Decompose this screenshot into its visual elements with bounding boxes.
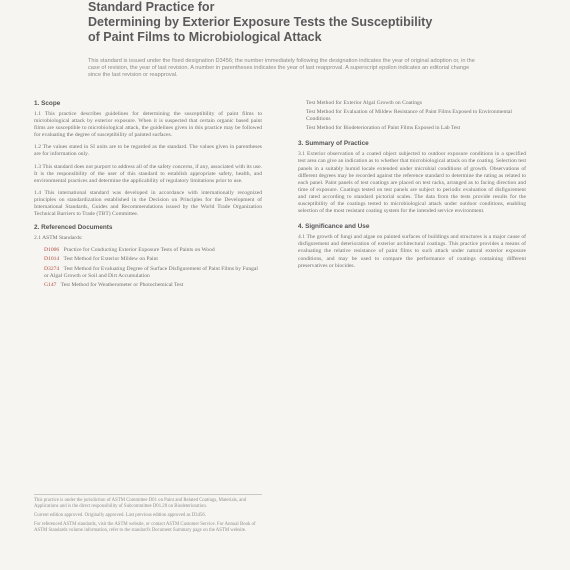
reference-item[interactable] xyxy=(44,282,262,289)
footnotes xyxy=(34,494,262,537)
title-line: Standard Practice for xyxy=(88,0,215,14)
reference-item[interactable]: Test Method for Biodeterioration of Paint Films Exposed in Lab Test xyxy=(306,125,461,132)
reference-item[interactable]: Test Method for Exterior Algal Growth on Coatings xyxy=(306,100,422,106)
right-column xyxy=(298,100,526,275)
reference-text: Practice for Conducting Exterior Exposure Tests of Paints on Wood xyxy=(63,247,215,254)
paragraph: 1.1 This practice describes guidelines for determining the susceptibility of paint films to microbiological attack by exterior exposure. When it is suspected that certain organic based paint films are susceptible to microbiological attack, the guidelines given in this practice may be followed for evaluating the degree of susceptibility of painted surfaces. xyxy=(34,111,262,139)
reference-code[interactable]: G147 xyxy=(44,281,57,288)
title-line: of Paint Films to Microbiological Attack xyxy=(88,30,322,44)
reference-code[interactable]: D1014 xyxy=(44,256,60,263)
footnote: Current edition approved. Originally approved. Last previous edition approved as D3456. xyxy=(34,513,206,518)
footnote: For referenced ASTM standards, visit the ASTM website, or contact ASTM Customer Service. For Annual Book of ASTM Standards volume information, refer to the standard's Document Summary page on the ASTM website. xyxy=(34,522,256,533)
section-heading-scope: 1. Scope xyxy=(34,100,61,107)
paragraph: 2.1 ASTM Standards: xyxy=(34,235,83,242)
reference-code[interactable]: D1006 xyxy=(44,247,60,254)
paragraph: 4.1 The growth of fungi and algae on painted surfaces of buildings and structures is a major cause of disfigurement and deterioration of exterior architectural coatings. This practice provides a means of evaluating the relative resistance of paint films to such attack under natural exterior exposure conditions, and may be used to compare the performance of coatings containing different preservatives or biocides. xyxy=(298,234,526,269)
paragraph: 3.1 Exterior observation of a coated object subjected to outdoor exposure conditions in a specified test area can give an indication as to whether that microbiological attack on the coating. Selection test panels in a suitably humid locale extended under microbial conditions of growth. Observations of different degrees may be recorded against the reference standard to determine the rating as related to each panel. Paint panels of test coatings are placed on test racks, arranged as to facing direction and time of exposure. Coatings tested on test panels are subject to periodic evaluation of disfigurement and rated according to standard pictorial scales. The data from the tests provide results for the susceptibility of the coatings tested to microbiological attack under outdoor conditions, enabling selection of the most resistant coating system for the intended service environment. xyxy=(298,151,526,215)
paragraph: 1.4 This international standard was developed in accordance with internationally recognized principles on standardization established in the Decision on Principles for the Development of International Standards, Guides and Recommendations issued by the World Trade Organization Technical Barriers to Trade (TBT) Committee. xyxy=(34,189,262,218)
document-title xyxy=(88,0,488,45)
section-heading-summary: 3. Summary of Practice xyxy=(298,140,369,148)
footnote: This practice is under the jurisdiction of ASTM Committee D01 on Paint and Related Coatings, Materials, and Applications and is the direct responsibility of Subcommittee D01.28 on Biodeterioration. xyxy=(34,498,247,509)
reference-text: Test Method for Weatherometer or Photochemical Test xyxy=(60,281,184,288)
section-heading-significance: 4. Significance and Use xyxy=(298,223,370,231)
reference-text: Test Method for Exterior Mildew on Paint xyxy=(63,256,158,263)
paragraph: 1.3 This standard does not purport to address all of the safety concerns, if any, associated with its use. It is the responsibility of the user of this standard to establish appropriate safety, health, and environmental practices and determine the applicability of regulatory limitations prior to use. xyxy=(34,163,262,184)
reference-item[interactable]: Test Method for Evaluation of Mildew Resistance of Paint Films Exposed to Environmental Conditions xyxy=(306,109,512,123)
section-heading-referenced-documents: 2. Referenced Documents xyxy=(34,224,113,232)
reference-item[interactable] xyxy=(44,256,262,263)
reference-item[interactable] xyxy=(44,266,262,280)
paragraph: 1.2 The values stated in SI units are to be regarded as the standard. The values given in parentheses are for information only. xyxy=(34,144,262,158)
reference-text: Test Method for Evaluating Degree of Surface Disfigurement of Paint Films by Fungal or Algal Growth or Soil and Dirt Accumulation xyxy=(44,265,258,279)
abstract-note: This standard is issued under the fixed designation D3456; the number immediately following the designation indicates the year of original adoption or, in the case of revision, the year of last revision. A number in parentheses indicates the year of last reapproval. A superscript epsilon indicates an editorial change since the last revision or reapproval. xyxy=(88,58,475,78)
reference-code[interactable]: D3274 xyxy=(44,265,60,272)
title-line: Determining by Exterior Exposure Tests the Susceptibility xyxy=(88,15,433,29)
reference-item[interactable] xyxy=(44,247,262,254)
left-column xyxy=(34,100,262,291)
